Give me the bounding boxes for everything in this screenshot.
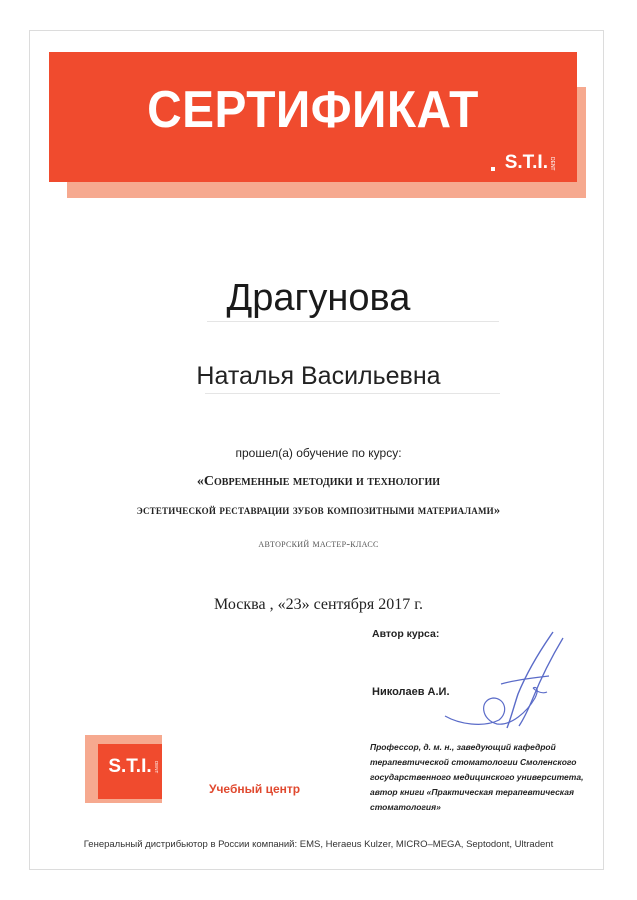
training-center-label: Учебный центр: [209, 782, 301, 796]
footer-distributor: Генеральный дистрибьютор в России компаний: EMS, Heraeus Kulzer, MICRO–MEGA, Septodont, Ultradent: [83, 839, 554, 850]
dot-icon: [491, 167, 495, 171]
author-label: Автор курса:: [372, 628, 440, 640]
surname-underline: [207, 321, 499, 322]
given-names-underline: [205, 393, 500, 394]
certificate-title: СЕРТИФИКАТ: [147, 81, 479, 139]
recipient-given-names: Наталья Васильевна: [196, 362, 441, 390]
signature-icon: [435, 628, 575, 738]
banner-logo-sub: DENT: [549, 157, 555, 171]
author-name: Николаев А.И.: [372, 686, 450, 698]
center-logo: [98, 744, 162, 799]
course-intro: прошел(а) обучение по курсу:: [235, 446, 402, 460]
course-title-line1: «Современные методики и технологии: [196, 474, 441, 489]
course-type: авторский мастер-класс: [258, 538, 379, 550]
course-title-line2: эстетической реставрации зубов композитными материалами»: [136, 503, 501, 517]
banner-logo: [491, 152, 555, 174]
center-logo-text: S.T.I.: [108, 756, 152, 777]
place-date: Москва , «23» сентября 2017 г.: [214, 596, 423, 613]
author-info: Профессор, д. м. н., заведующий кафедрой терапевтической стоматологии Смоленского государственного медицинского университета, автор книги «Практическая терапевтическая стоматология»: [370, 742, 584, 812]
banner-logo-text: S.T.I.: [504, 152, 548, 173]
recipient-surname: Драгунова: [226, 277, 411, 319]
certificate-banner: [49, 52, 577, 182]
center-logo-sub: DENT: [154, 761, 159, 774]
